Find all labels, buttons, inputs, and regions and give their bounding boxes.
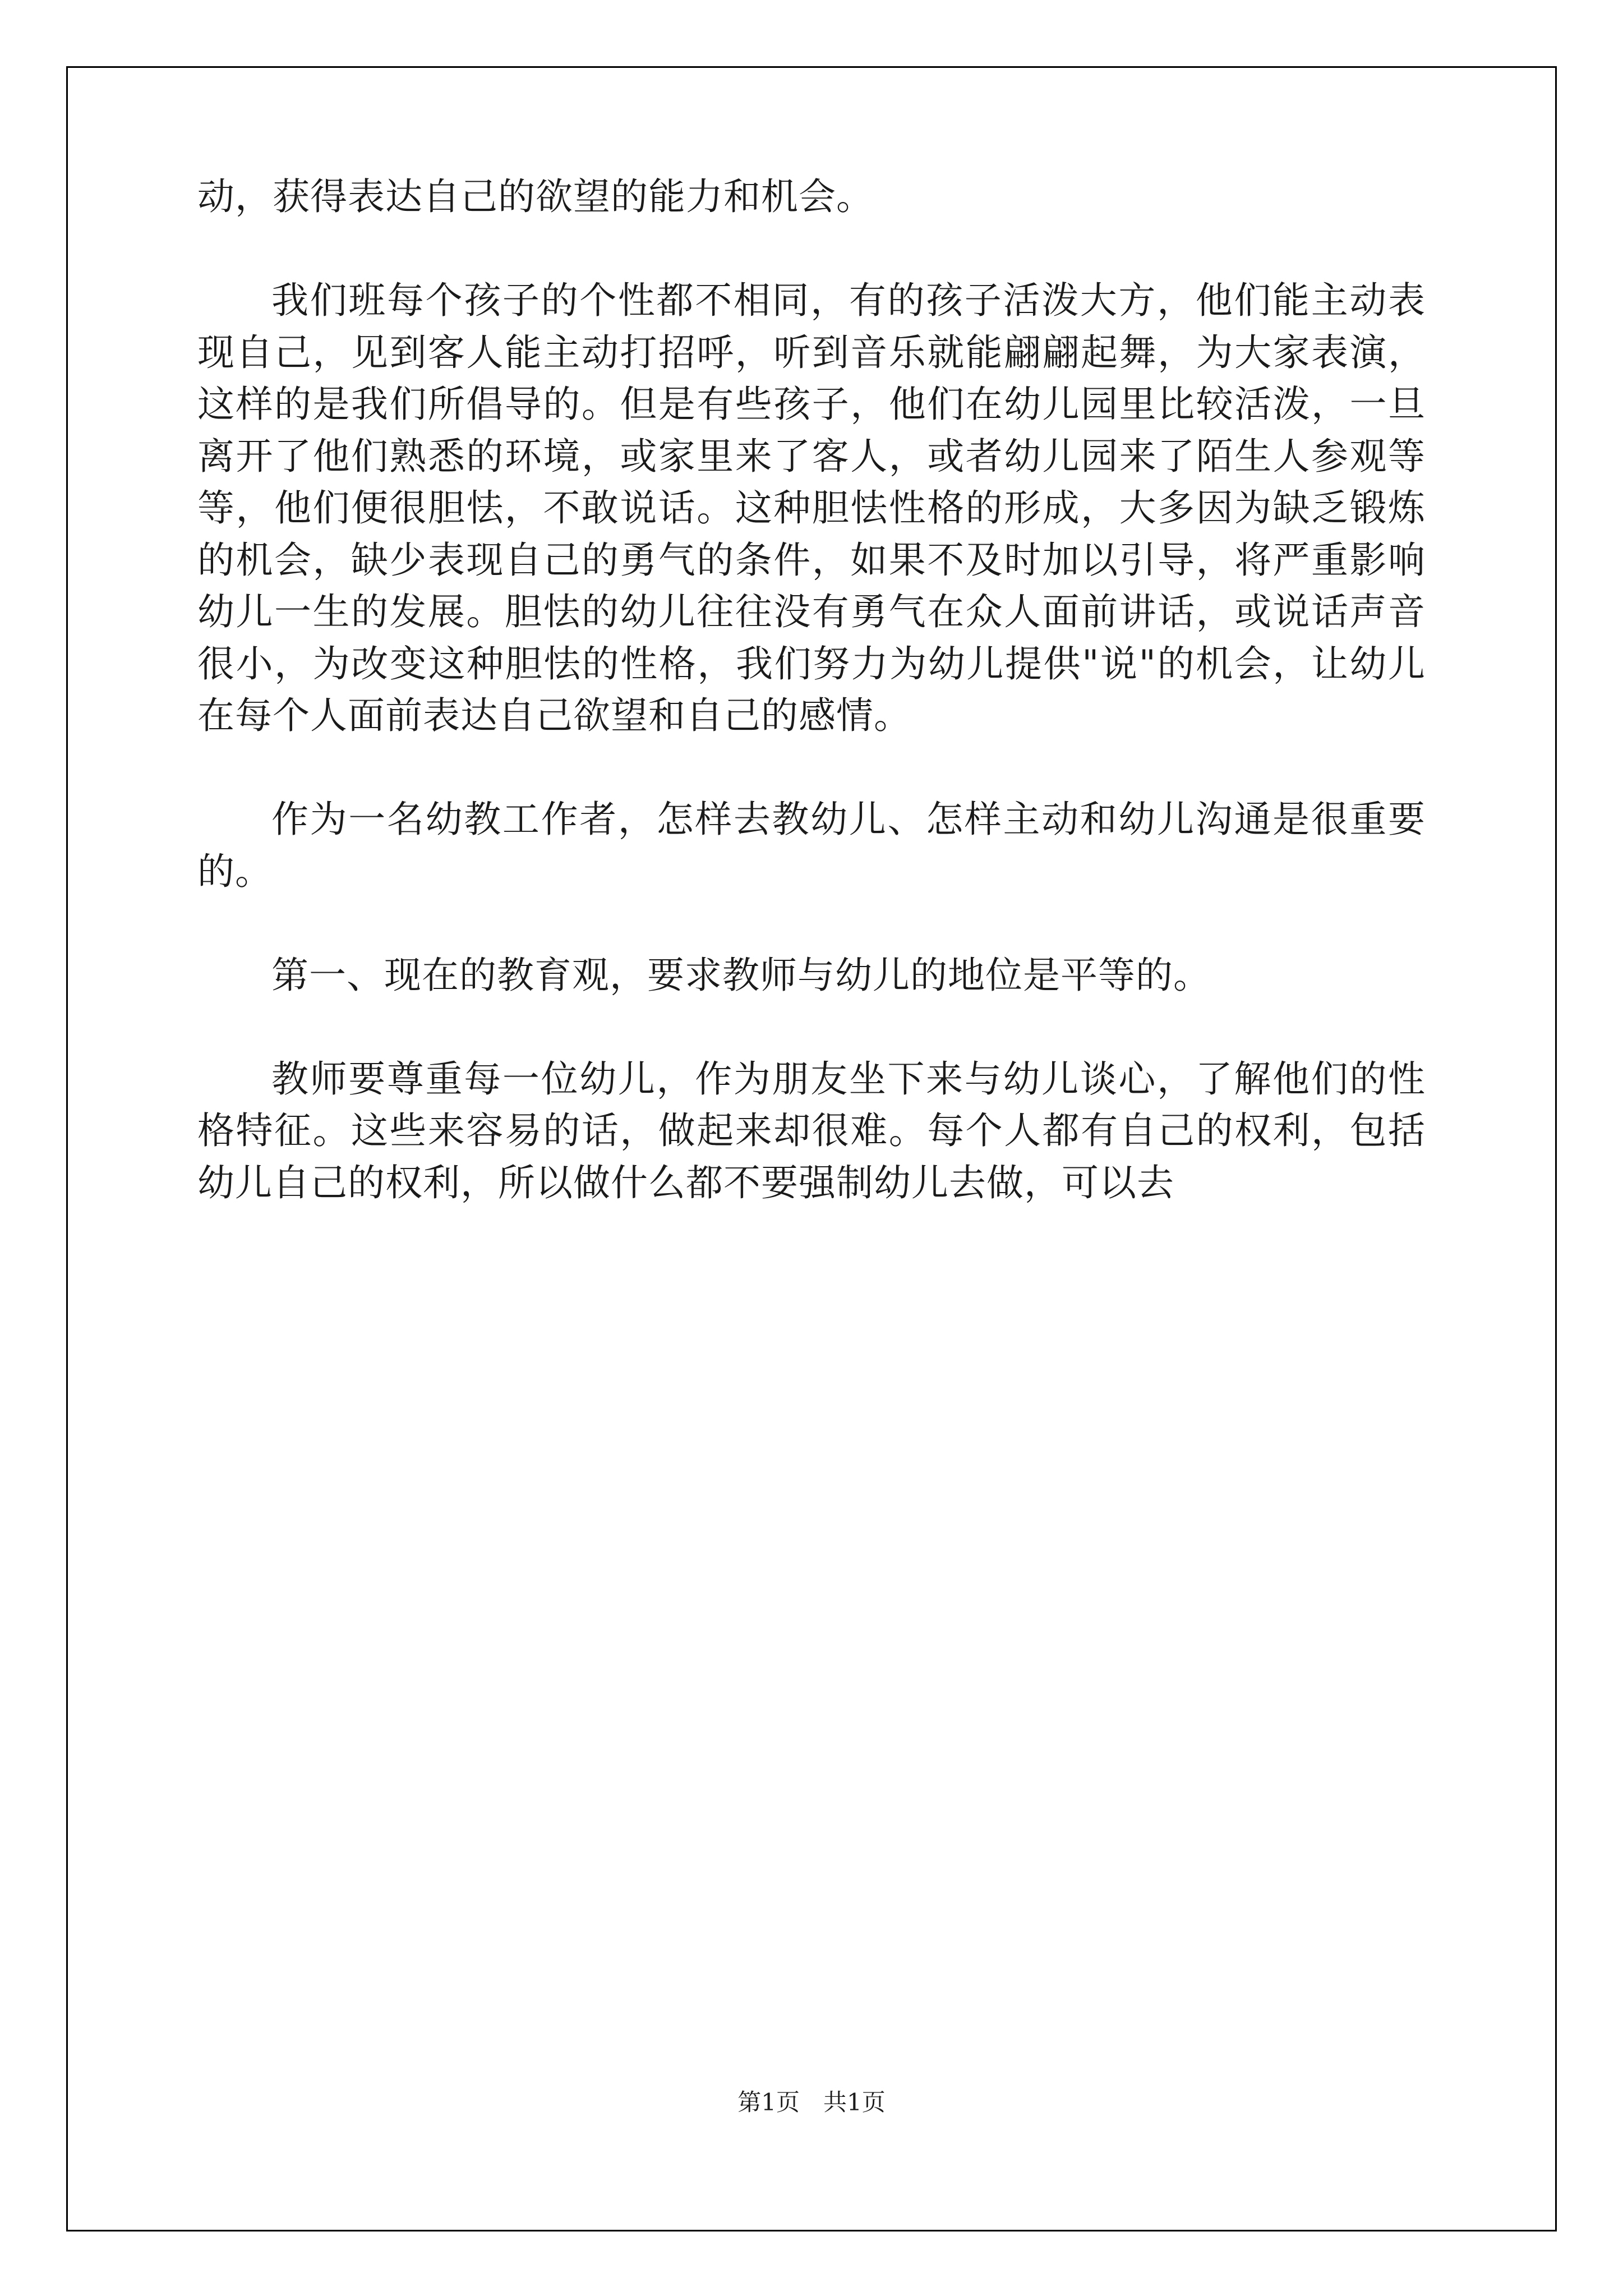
paragraph-2: 我们班每个孩子的个性都不相同，有的孩子活泼大方，他们能主动表现自己，见到客人能主动打招呼，听到音乐就能翩翩起舞，为大家表演，这样的是我们所倡导的。但是有些孩子，他们在幼儿园里比较活泼，一旦离开了他们熟悉的环境，或家里来了客人，或者幼儿园来了陌生人参观等等，他们便很胆怯，不敢说话。这种胆怯性格的形成，大多因为缺乏锻炼的机会，缺少表现自己的勇气的条件，如果不及时加以引导，将严重影响幼儿一生的发展。胆怯的幼儿往往没有勇气在众人面前讲话，或说话声音很小，为改变这种胆怯的性格，我们努力为幼儿提供"说"的机会，让幼儿在每个人面前表达自己欲望和自己的感情。 (197, 279, 1426, 737)
paragraph-3: 作为一名幼教工作者，怎样去教幼儿、怎样主动和幼儿沟通是很重要的。 (197, 798, 1426, 893)
paragraph-1: 动，获得表达自己的欲望的能力和机会。 (197, 175, 874, 218)
page-number-label: 第1页 共1页 (737, 2088, 886, 2116)
page-footer (0, 2084, 1623, 2118)
paragraph-5: 教师要尊重每一位幼儿，作为朋友坐下来与幼儿谈心，了解他们的性格特征。这些来容易的话，做起来却很难。每个人都有自己的权利，包括幼儿自己的权利，所以做什么都不要强制幼儿去做，可以去 (197, 1057, 1426, 1204)
document-body (197, 171, 1426, 1209)
paragraph-4: 第一、现在的教育观，要求教师与幼儿的地位是平等的。 (271, 953, 1211, 997)
